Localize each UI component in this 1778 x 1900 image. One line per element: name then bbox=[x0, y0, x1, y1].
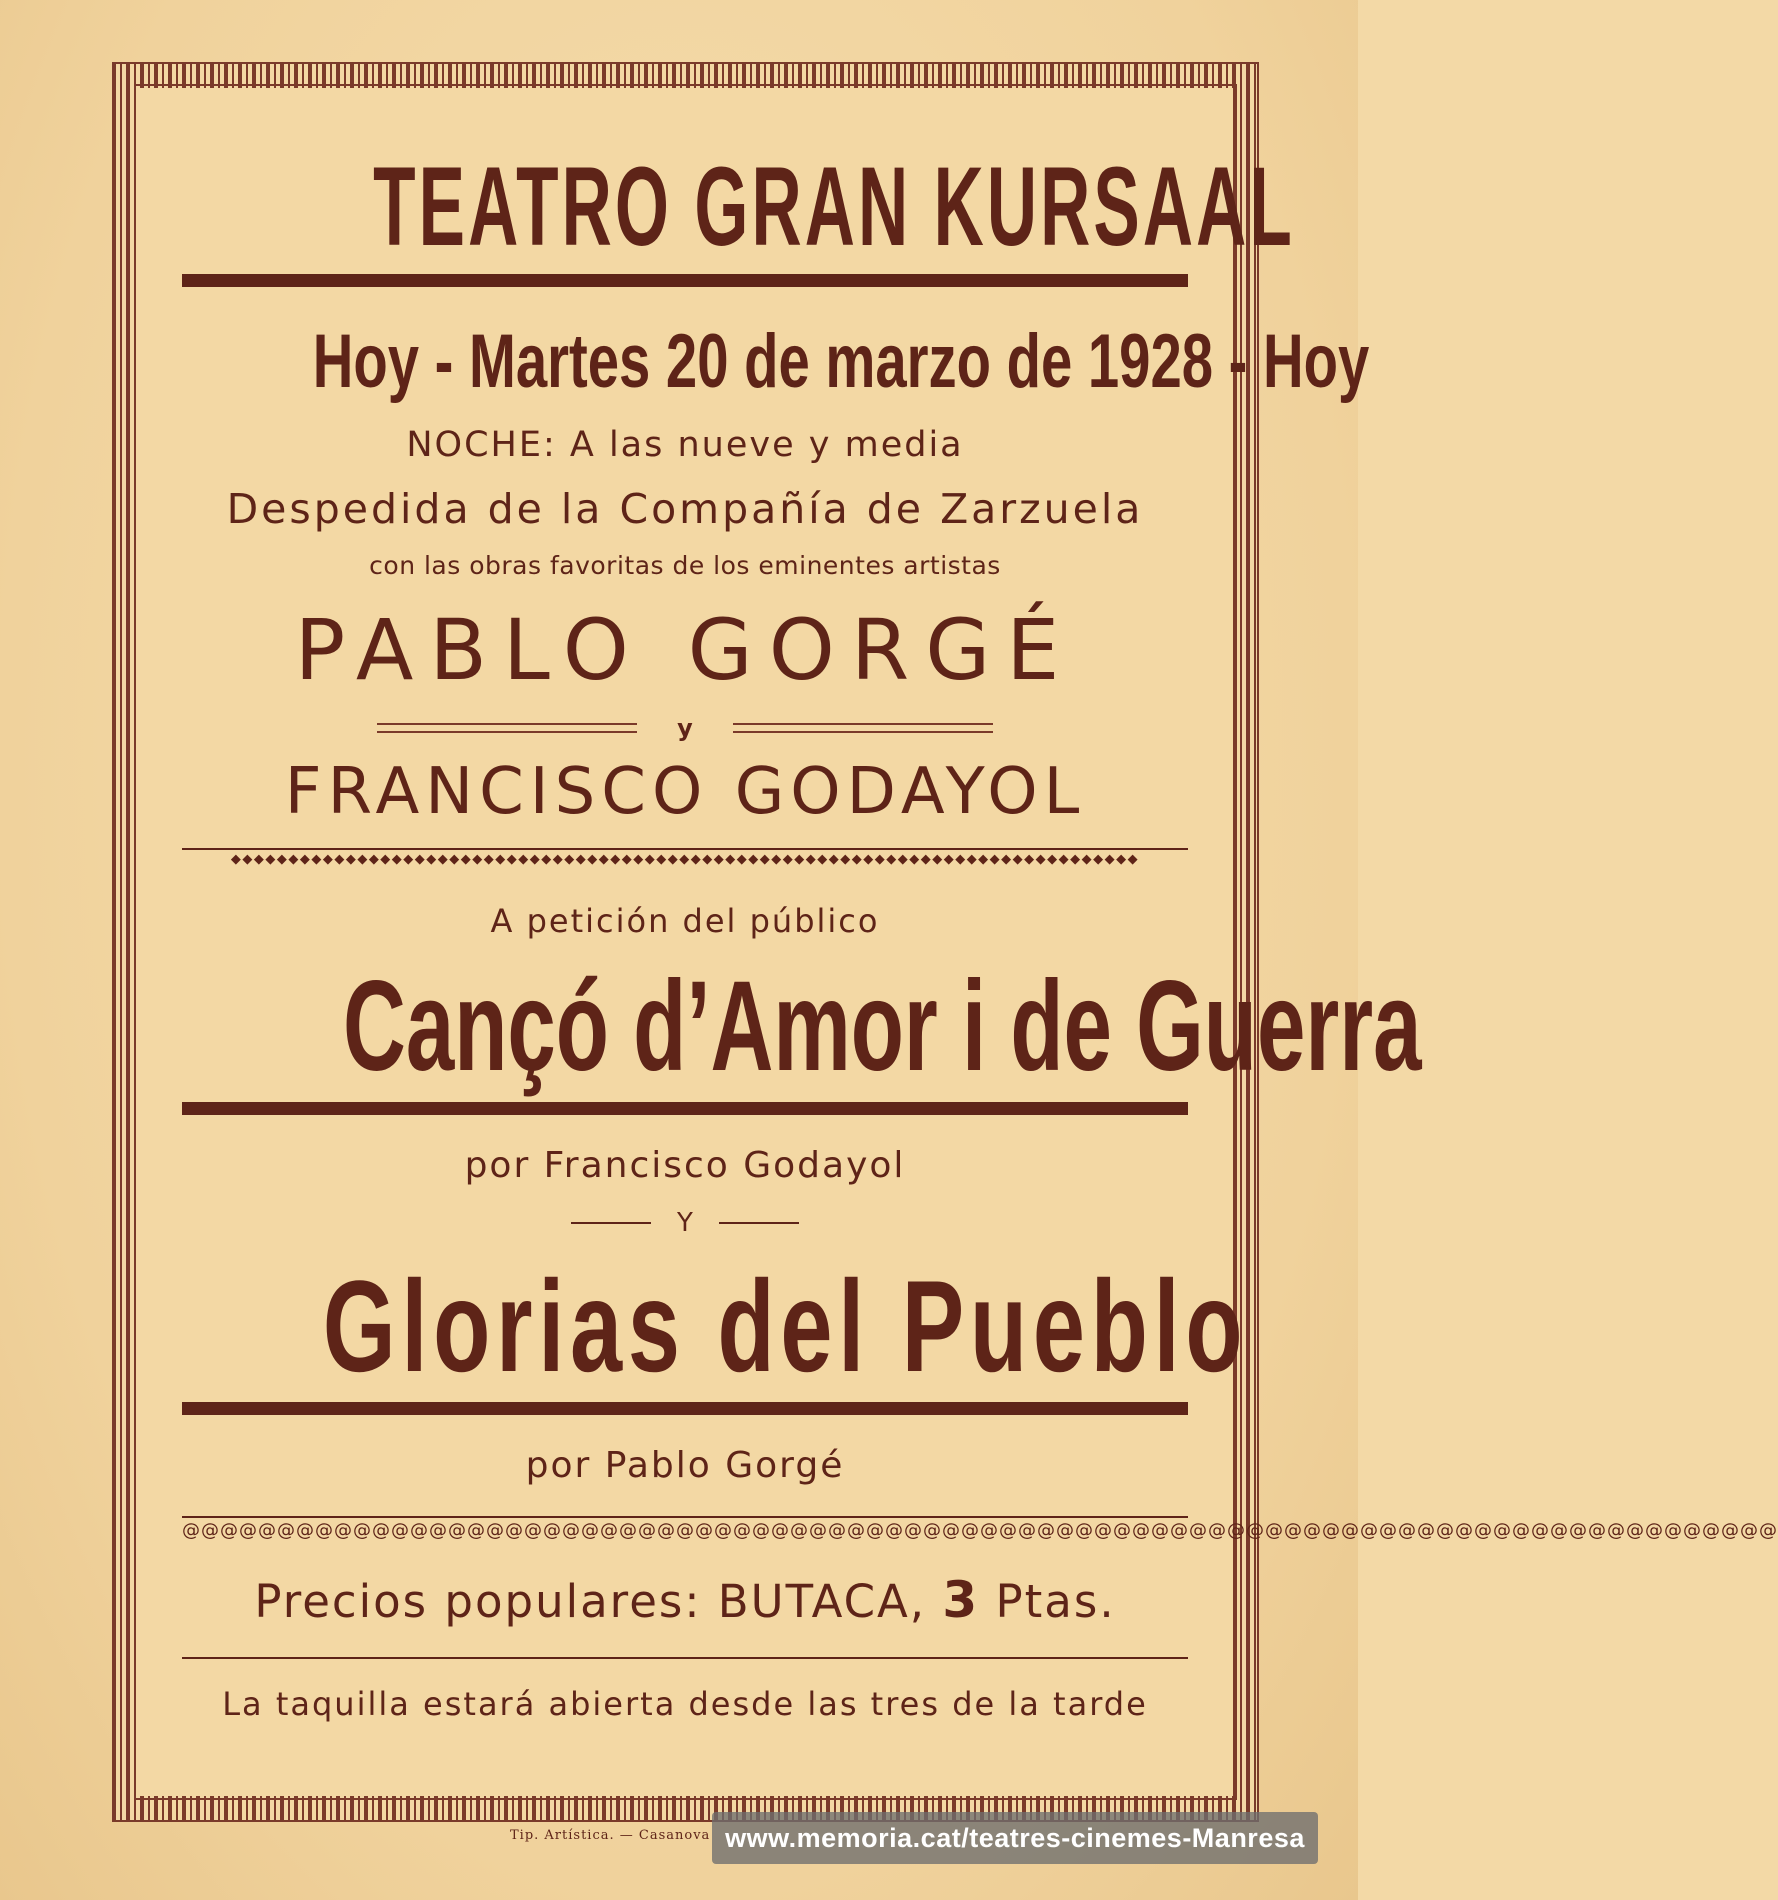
short-rule-right bbox=[719, 1222, 799, 1224]
theatre-name: TEATRO GRAN KURSAAL bbox=[373, 144, 1295, 269]
double-rule-right bbox=[733, 723, 993, 733]
rule-under-title bbox=[182, 274, 1188, 287]
box-office-line: La taquilla estará abierta desde las tres de la tarde bbox=[222, 1685, 1148, 1723]
price-currency: Ptas. bbox=[995, 1575, 1116, 1628]
rule-under-work-2 bbox=[182, 1402, 1188, 1415]
conjunction-row-2 bbox=[182, 1208, 1188, 1238]
work-1-performer: por Francisco Godayol bbox=[464, 1145, 906, 1186]
short-rule-left bbox=[571, 1222, 651, 1224]
prices-label: Precios populares: BUTACA, bbox=[254, 1575, 927, 1628]
printer-imprint: Tip. Artística. — Casanova bbox=[510, 1828, 711, 1843]
diamond-ornament-rule: ◆◆◆◆◆◆◆◆◆◆◆◆◆◆◆◆◆◆◆◆◆◆◆◆◆◆◆◆◆◆◆◆◆◆◆◆◆◆◆◆◆◆◆◆◆◆◆◆◆◆◆◆◆◆◆◆◆◆◆◆◆◆◆◆◆◆◆◆◆◆◆◆◆◆◆◆◆◆◆ bbox=[182, 848, 1188, 868]
conjunction-Y: Y bbox=[677, 1208, 693, 1238]
works-intro: con las obras favoritas de los eminentes artistas bbox=[369, 551, 1001, 580]
work-1-title: Cançó d’Amor i de Guerra bbox=[342, 955, 1422, 1098]
price-amount: 3 bbox=[942, 1571, 980, 1629]
conjunction-y: y bbox=[677, 714, 693, 742]
prices-line bbox=[182, 1571, 1188, 1629]
work-2-performer: por Pablo Gorgé bbox=[525, 1445, 845, 1486]
request-line: A petición del público bbox=[490, 902, 880, 940]
spiral-ornament-rule: @@@@@@@@@@@@@@@@@@@@@@@@@@@@@@@@@@@@@@@@@@@@@@@@@@@@@@@@@@@@@@@@@@@@@@@@@@@@@@@@@@@@ bbox=[182, 1516, 1188, 1541]
farewell-line: Despedida de la Compañía de Zarzuela bbox=[226, 485, 1144, 533]
time-line: NOCHE: A las nueve y media bbox=[406, 425, 964, 465]
source-watermark: www.memoria.cat/teatres-cinemes-Manresa bbox=[712, 1812, 1318, 1864]
rule-under-work-1 bbox=[182, 1102, 1188, 1115]
double-rule-left bbox=[377, 723, 637, 733]
work-2-title: Glorias del Pueblo bbox=[322, 1253, 1249, 1399]
conjunction-row bbox=[182, 714, 1188, 742]
artist-pablo-gorge: PABLO GORGÉ bbox=[294, 601, 1076, 699]
artist-francisco-godayol: FRANCISCO GODAYOL bbox=[284, 755, 1086, 829]
date-line: Hoy - Martes 20 de marzo de 1928 - Hoy bbox=[312, 319, 1370, 404]
poster-content bbox=[182, 130, 1778, 1723]
rule-under-prices bbox=[182, 1657, 1188, 1659]
